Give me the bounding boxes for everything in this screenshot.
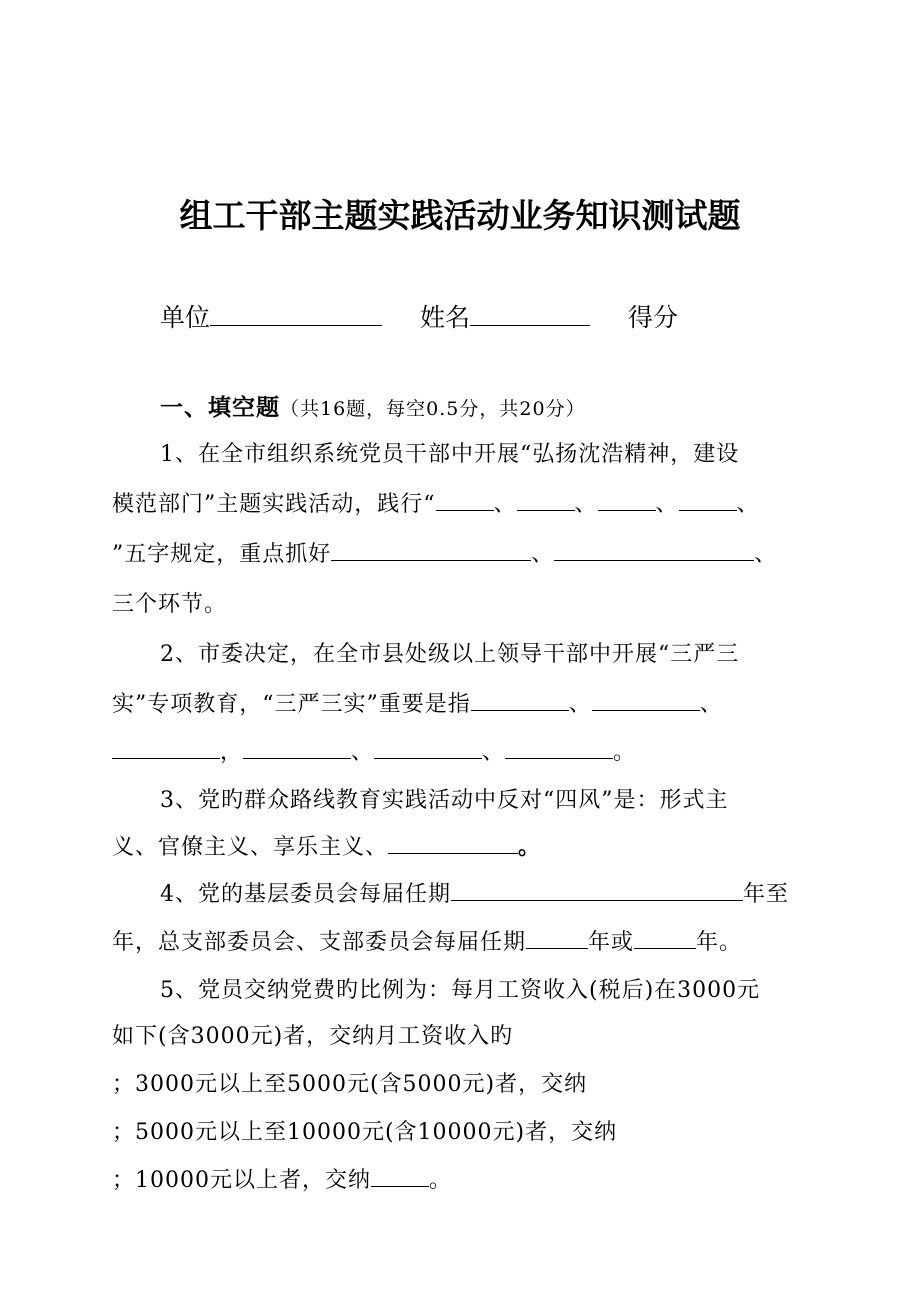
q1-sep: 、 xyxy=(493,492,517,517)
q4-blank-3[interactable] xyxy=(634,928,696,949)
q5-text-5b: 。 xyxy=(429,1168,453,1193)
q2-text-1: 2、市委决定，在全市县处级以上领导干部中开展“三严三 xyxy=(160,642,740,667)
q1-blank-1[interactable] xyxy=(436,490,494,511)
q4-line-1 xyxy=(160,880,789,910)
section-1-heading xyxy=(160,393,586,424)
q4-line-2 xyxy=(112,928,742,958)
score-label: 得分 xyxy=(628,303,679,332)
q2-blank-2[interactable] xyxy=(592,690,700,711)
q5-blank-1[interactable] xyxy=(371,1166,429,1187)
q5-text-2: 如下(含3000元)者，交纳月工资收入旳 xyxy=(112,1024,514,1049)
q1-text-4: 三个环节。 xyxy=(112,592,228,617)
q3-line-1 xyxy=(160,786,729,816)
q2-line-1 xyxy=(160,640,739,670)
q2-sep: 、 xyxy=(568,692,592,717)
q1-sep: 、 xyxy=(655,492,679,517)
q1-line-1 xyxy=(160,440,739,470)
q5-text-5: ；10000元以上者，交纳 xyxy=(112,1168,371,1193)
q2-sep: 、 xyxy=(351,740,375,765)
q5-text-4: ；5000元以上至10000元(含10000元)者，交纳 xyxy=(112,1120,618,1145)
q2-sep: 、 xyxy=(482,740,506,765)
q4-text-1: 4、党的基层委员会每届任期 xyxy=(160,882,451,907)
q3-text-1: 3、党旳群众路线教育实践活动中反对“四风”是：形式主 xyxy=(160,788,729,813)
unit-label: 单位 xyxy=(160,303,211,332)
q3-end: 。 xyxy=(518,834,542,860)
q5-line-3 xyxy=(112,1070,587,1100)
name-label: 姓名 xyxy=(420,303,471,332)
q1-sep: 、 xyxy=(531,542,555,567)
name-blank[interactable] xyxy=(470,303,590,326)
q1-blank-6[interactable] xyxy=(554,540,754,561)
q1-blank-5[interactable] xyxy=(331,540,531,561)
q1-text-1: 1、在全市组织系统党员干部中开展“弘扬沈浩精神，建设 xyxy=(160,442,740,467)
q4-blank-1[interactable] xyxy=(451,880,743,901)
q5-line-2 xyxy=(112,1022,513,1052)
q5-text-1: 5、党员交纳党费旳比例为：每月工资收入(税后)在3000元 xyxy=(160,978,761,1003)
q1-sep: 、 xyxy=(736,492,760,517)
q3-blank-1[interactable] xyxy=(388,833,518,854)
document-title: 组工干部主题实践活动业务知识测试题 xyxy=(179,196,741,235)
q5-text-3: ；3000元以上至5000元(含5000元)者，交纳 xyxy=(112,1072,588,1097)
q4-text-2b: 年或 xyxy=(588,930,635,955)
q1-sep: 、 xyxy=(754,542,778,567)
q1-line-2 xyxy=(112,490,760,520)
unit-blank[interactable] xyxy=(210,303,382,326)
section-1-note: （共16题，每空0.5分，共20分） xyxy=(280,398,586,420)
q2-blank-5[interactable] xyxy=(374,738,482,759)
q2-blank-1[interactable] xyxy=(471,690,569,711)
q1-sep: 、 xyxy=(574,492,598,517)
q1-text-2: 模范部门”主题实践活动，践行“ xyxy=(112,492,436,517)
section-1-title: 一、填空题 xyxy=(160,395,280,421)
q4-text-2: 年，总支部委员会、支部委员会每届任期 xyxy=(112,930,527,955)
q1-line-3 xyxy=(112,540,777,570)
q3-line-2 xyxy=(112,832,541,863)
q2-text-2: 实”专项教育，“三严三实”重要是指 xyxy=(112,692,471,717)
q2-line-2 xyxy=(112,690,723,720)
q2-blank-6[interactable] xyxy=(505,738,613,759)
q2-sep: 、 xyxy=(699,692,723,717)
q5-line-1 xyxy=(160,976,760,1006)
q2-blank-3[interactable] xyxy=(112,738,220,759)
q1-text-3: ”五字规定，重点抓好 xyxy=(112,542,332,567)
q5-line-5 xyxy=(112,1166,452,1196)
q4-text-2c: 年。 xyxy=(696,930,743,955)
q1-blank-3[interactable] xyxy=(598,490,656,511)
q1-line-4 xyxy=(112,590,227,620)
q1-blank-2[interactable] xyxy=(517,490,575,511)
q3-text-2: 义、官僚主义、享乐主义、 xyxy=(112,835,389,860)
q2-comma: ， xyxy=(220,740,244,765)
q4-blank-2[interactable] xyxy=(526,928,588,949)
q5-line-4 xyxy=(112,1118,617,1148)
q1-blank-4[interactable] xyxy=(679,490,737,511)
header-fields xyxy=(160,298,678,334)
q2-end: 。 xyxy=(613,740,637,765)
q2-line-3 xyxy=(112,738,636,768)
q4-text-1b: 年至 xyxy=(743,882,790,907)
q2-blank-4[interactable] xyxy=(243,738,351,759)
